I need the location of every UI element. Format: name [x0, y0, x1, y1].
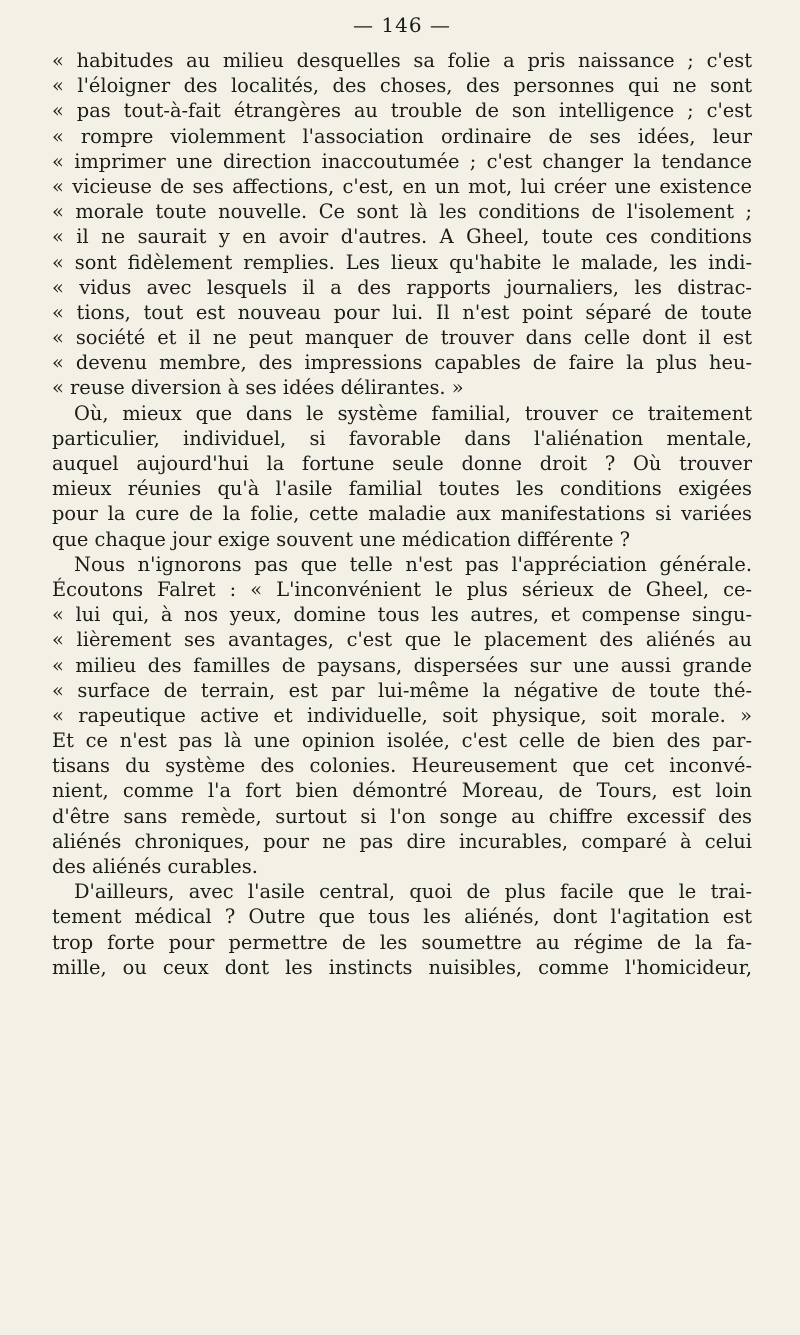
text-line: mieux réunies qu'à l'asile familial toutes les conditions exigées [52, 477, 752, 501]
text-line: « reuse diversion à ses idées délirantes. » [52, 376, 464, 400]
text-line: « morale toute nouvelle. Ce sont là les conditions de l'isolement ; [52, 200, 752, 224]
text-line: auquel aujourd'hui la fortune seule donne droit ? Où trouver [52, 452, 752, 475]
text-line: trop forte pour permettre de les soumettre au régime de la fa- [52, 930, 752, 954]
text-line: « habitudes au milieu desquelles sa folie a pris naissance ; c'est [52, 49, 752, 72]
text-line: « pas tout-à-fait étrangères au trouble de son intelligence ; c'est [52, 99, 752, 123]
text-line: « imprimer une direction inaccoutumée ; c'est changer la tendance [52, 149, 752, 173]
page-number-header: — 146 — [353, 13, 451, 37]
text-line: d'être sans remède, surtout si l'on songe au chiffre excessif des [52, 804, 752, 828]
text-line: « rompre violemment l'association ordinaire de ses idées, leur [52, 124, 752, 148]
text-line: « il ne saurait y en avoir d'autres. A Gheel, toute ces conditions [52, 225, 752, 249]
text-line: « milieu des familles de paysans, dispersées sur une aussi grande [52, 653, 752, 677]
text-line: pour la cure de la folie, cette maladie aux manifestations si variées [52, 502, 752, 526]
text-line: « rapeutique active et individuelle, soit physique, soit morale. » [52, 703, 752, 727]
text-line: Nous n'ignorons pas que telle n'est pas l'appréciation générale. [74, 552, 752, 576]
page [52, 10, 752, 980]
text-line: « lièrement ses avantages, c'est que le placement des aliénés au [52, 628, 752, 652]
text-line: « devenu membre, des impressions capables de faire la plus heu- [52, 351, 752, 375]
text-line: Où, mieux que dans le système familial, trouver ce traitement [74, 401, 752, 425]
text-line: Et ce n'est pas là une opinion isolée, c'est celle de bien des par- [52, 729, 752, 753]
text-line: « vidus avec lesquels il a des rapports journaliers, les distrac- [52, 275, 752, 299]
text-line: des aliénés curables. [52, 855, 258, 878]
text-line: aliénés chroniques, pour ne pas dire incurables, comparé à celui [52, 829, 752, 853]
body-text [52, 48, 752, 980]
text-line: « société et il ne peut manquer de trouver dans celle dont il est [52, 326, 752, 350]
text-line: « surface de terrain, est par lui-même la négative de toute thé- [52, 678, 752, 702]
text-line: nient, comme l'a fort bien démontré Moreau, de Tours, est loin [52, 779, 752, 803]
text-line: tisans du système des colonies. Heureusement que cet inconvé- [52, 754, 752, 778]
text-line: « vicieuse de ses affections, c'est, en un mot, lui créer une existence [52, 174, 752, 198]
text-line: que chaque jour exige souvent une médication différente ? [52, 527, 631, 551]
text-line: « sont fidèlement remplies. Les lieux qu'habite le malade, les indi- [52, 250, 752, 274]
text-line: « tions, tout est nouveau pour lui. Il n'est point séparé de toute [52, 300, 752, 324]
text-line: mille, ou ceux dont les instincts nuisibles, comme l'homicideur, [52, 955, 752, 979]
text-line: particulier, individuel, si favorable dans l'aliénation mentale, [52, 426, 752, 450]
text-line: D'ailleurs, avec l'asile central, quoi de plus facile que le trai- [74, 880, 752, 904]
text-line: Écoutons Falret : « L'inconvénient le plus sérieux de Gheel, ce- [52, 577, 752, 601]
text-line: « l'éloigner des localités, des choses, des personnes qui ne sont [52, 74, 752, 98]
text-line: « lui qui, à nos yeux, domine tous les autres, et compense singu- [52, 603, 752, 627]
text-line: tement médical ? Outre que tous les aliénés, dont l'agitation est [52, 905, 752, 929]
